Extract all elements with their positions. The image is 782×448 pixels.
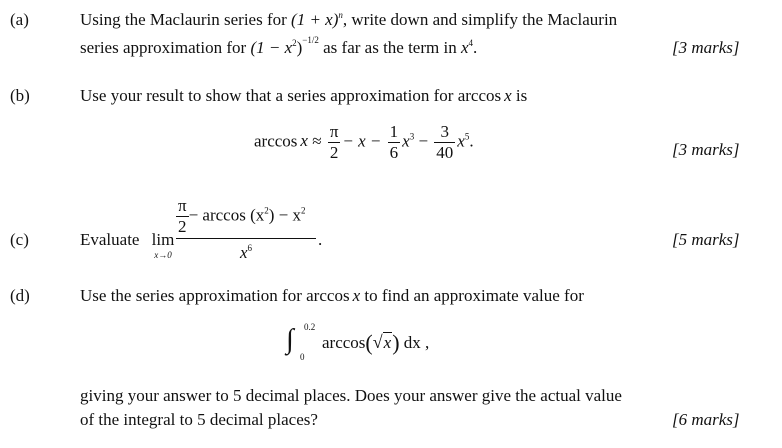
- part-b-approx: ≈: [312, 131, 322, 151]
- part-d-sqrt-var: x: [383, 333, 392, 352]
- part-b-period: .: [469, 131, 474, 151]
- part-d-upper: 0.2: [304, 322, 316, 332]
- part-a-term-exp: 4: [468, 38, 474, 48]
- part-b-x5: x: [457, 131, 465, 151]
- part-d-conclusion-1: giving your answer to 5 decimal places. Does your answer give the actual value: [80, 386, 622, 405]
- part-c-num-expr: − arccos (x: [188, 205, 265, 225]
- part-c-den-var: x: [239, 243, 248, 262]
- part-b-minus2: −: [418, 131, 429, 151]
- part-b-frac1: [388, 122, 401, 163]
- part-d-conclusion-2: of the integral to 5 decimal places?: [80, 410, 318, 429]
- part-b-text: Use your result to show that a series approximation for: [80, 86, 454, 105]
- part-a-line1-text: Using the Maclaurin series for: [80, 10, 287, 29]
- part-d-lparen: (: [365, 330, 373, 355]
- part-b-pi-den: 2: [329, 143, 339, 162]
- part-a-expr-exp: −1/2: [302, 35, 319, 45]
- part-b-eq-var: x: [300, 131, 308, 151]
- part-c-pi-num: π: [178, 196, 187, 215]
- part-c-period: .: [318, 230, 323, 249]
- part-c-text: Evaluate: [80, 230, 140, 249]
- part-b-x5-exp: 5: [464, 131, 470, 142]
- part-b-label: (b): [10, 86, 30, 105]
- part-b-pi-num: π: [329, 122, 339, 141]
- part-c-big-fraction: [176, 196, 316, 263]
- part-d-radical: √: [372, 332, 383, 352]
- part-c-num-sq: 2: [264, 205, 269, 216]
- part-d-integrand-func: arccos: [322, 333, 366, 352]
- part-a-binomial: (1 + x): [291, 10, 339, 29]
- part-a-line1-tail: , write down and simplify the Maclaurin: [342, 10, 618, 29]
- part-a-expr-base: (1 − x: [250, 38, 293, 57]
- part-b-marks: [3 marks]: [672, 140, 740, 159]
- part-a-expr-sq: 2: [292, 38, 297, 48]
- part-c-num-x-exp: 2: [301, 205, 306, 216]
- part-b-func: arccos: [457, 86, 502, 105]
- part-d-dx: dx ,: [403, 333, 430, 352]
- part-b-frac1-num: 1: [389, 122, 399, 141]
- part-d-marks: [6 marks]: [672, 410, 740, 429]
- part-a-binomial-exp: n: [338, 10, 343, 20]
- part-b-var: x: [504, 86, 512, 105]
- part-c-den-exp: 6: [247, 243, 253, 253]
- part-c-lim: lim: [151, 230, 175, 249]
- part-b-frac2-num: 3: [434, 122, 455, 143]
- part-b-eq-lhs: arccos: [254, 131, 298, 151]
- part-c-pi-den: 2: [178, 217, 187, 236]
- part-d-rparen: ): [392, 330, 400, 355]
- part-a-line2-end: .: [473, 38, 478, 57]
- part-c-marks: [5 marks]: [672, 230, 740, 249]
- part-a-expr-close: ): [296, 38, 303, 57]
- part-c-label: (c): [10, 230, 29, 249]
- part-b-x3-exp: 3: [409, 131, 415, 142]
- part-a-label: (a): [10, 10, 29, 29]
- part-b-frac2-den: 40: [436, 143, 454, 162]
- part-d-int-sign: ∫: [286, 324, 294, 355]
- part-a-term: x: [460, 38, 469, 57]
- part-d-lower: 0: [300, 352, 305, 362]
- part-a-line1: [80, 10, 617, 30]
- part-c-pi-fraction: [176, 196, 189, 237]
- part-b-line1: [80, 86, 527, 106]
- part-c-numerator: [176, 196, 316, 239]
- part-d-text: Use the series approximation for: [80, 286, 302, 305]
- part-b-pi-fraction: [328, 122, 341, 163]
- part-c-denominator: [176, 239, 316, 263]
- part-d-line1: [80, 286, 584, 306]
- part-a-line2: [80, 35, 478, 58]
- part-a-line2-text: series approximation for: [80, 38, 247, 57]
- part-b-frac1-den: 6: [389, 143, 399, 162]
- part-c-num-close: ) − x: [268, 205, 302, 225]
- part-d-func: arccos: [306, 286, 350, 305]
- part-b-is: is: [515, 86, 528, 105]
- part-d-var: x: [352, 286, 361, 305]
- part-a-marks: [3 marks]: [672, 38, 740, 57]
- part-b-minus-x: − x −: [342, 131, 382, 151]
- part-b-x3: x: [402, 131, 410, 151]
- part-c-lim-sub: x→0: [154, 250, 172, 260]
- part-c-limit: [148, 230, 178, 260]
- part-a-line2-tail: as far as the term in: [323, 38, 457, 57]
- part-d-label: (d): [10, 286, 30, 305]
- part-b-frac2: [434, 122, 455, 163]
- part-d-tail: to find an approximate value for: [364, 286, 584, 305]
- part-b-equation: [254, 122, 474, 163]
- part-d-integrand: [322, 332, 429, 353]
